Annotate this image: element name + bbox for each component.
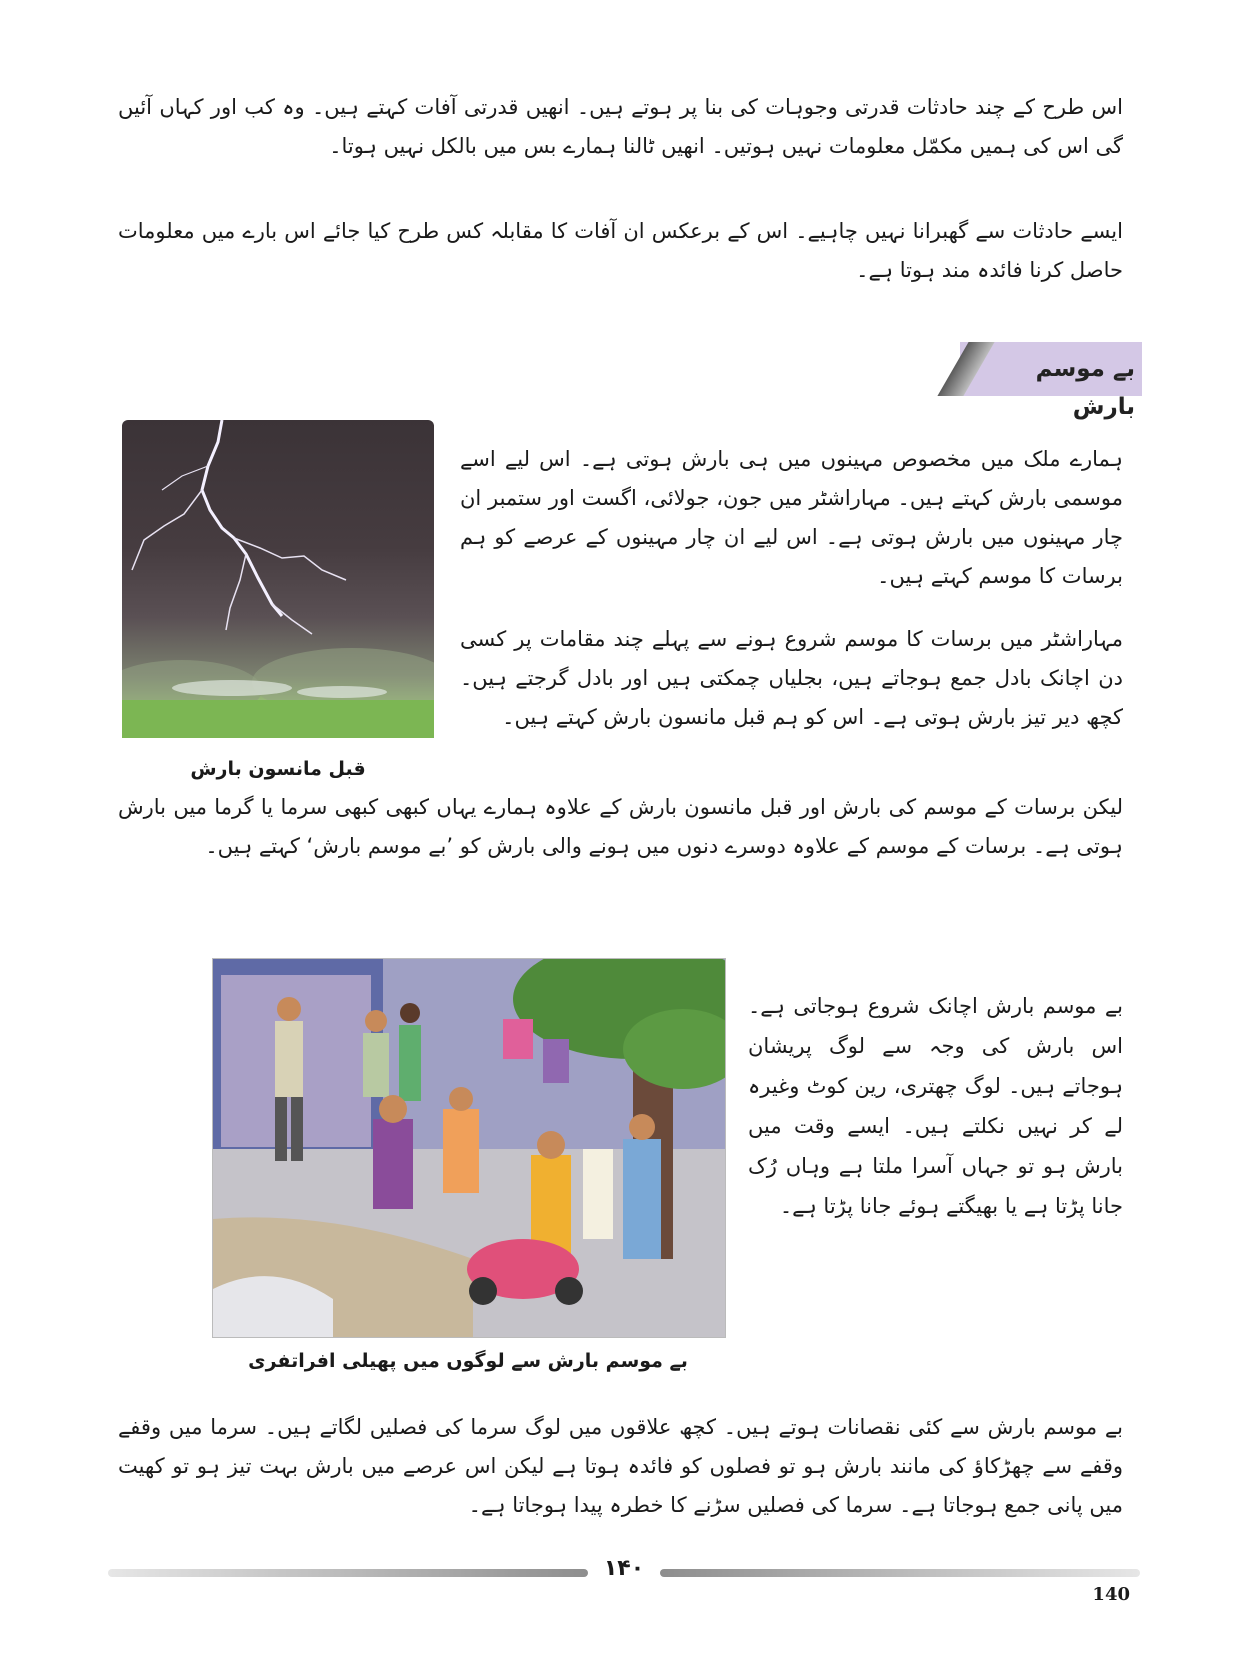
people-in-rain-illustration bbox=[213, 959, 725, 1337]
page-number: 140 bbox=[1092, 1584, 1130, 1605]
monsoon-paragraph: ہمارے ملک میں مخصوص مہینوں میں ہی بارش ہوتی ہے۔ اس لیے اسے موسمی بارش کہتے ہیں۔ مہاراشٹر میں جون، جولائی، اگست اور ستمبر ان چار مہینوں میں بارش ہوتی ہے۔ اس لیے ان چار مہینوں کے عرصے کو ہم برسات کا موسم کہتے ہیں۔ bbox=[460, 447, 1123, 588]
lightning-illustration bbox=[122, 420, 434, 738]
rain-figure-caption: بے موسم بارش سے لوگوں میں پھیلی افراتفری bbox=[248, 1350, 688, 1372]
unseasonal-rain-definition: لیکن برسات کے موسم کی بارش اور قبل مانسون بارش کے علاوہ ہمارے یہاں کبھی کبھی سرما یا گرما میں بارش ہوتی ہے۔ برسات کے موسم کے علاوہ دوسرے دنوں میں ہونے والی بارش کو ’بے موسم بارش‘ کہتے ہیں۔ bbox=[118, 795, 1123, 858]
intro-paragraph-1: اس طرح کے چند حادثات قدرتی وجوہات کی بنا پر ہوتے ہیں۔ انھیں قدرتی آفات کہتے ہیں۔ وہ کب اور کہاں آئیں گی اس کی ہمیں مکمّل معلومات نہیں ہوتیں۔ انھیں ٹالنا ہمارے بس میں بالکل نہیں ہوتا۔ bbox=[118, 95, 1123, 158]
page-number-urdu: ۱۴۰ bbox=[603, 1556, 645, 1581]
footer-rule-left bbox=[108, 1569, 588, 1577]
pre-monsoon-paragraph: مہاراشٹر میں برسات کا موسم شروع ہونے سے پہلے چند مقامات پر کسی دن اچانک بادل جمع ہوجاتے ہیں، بجلیاں چمکتی ہیں اور بادل گرجتے ہیں۔ کچھ دیر تیز بارش ہوتی ہے۔ اس کو ہم قبل مانسون بارش کہتے ہیں۔ bbox=[460, 627, 1123, 729]
storm-figure-caption: قبل مانسون بارش bbox=[190, 758, 366, 780]
unseasonal-rain-illustration bbox=[212, 958, 726, 1338]
footer-rule-right bbox=[660, 1569, 1140, 1577]
section-heading: بے موسم بارش bbox=[1035, 356, 1135, 420]
pre-monsoon-storm-illustration bbox=[122, 420, 434, 738]
unseasonal-rain-effects-paragraph: بے موسم بارش اچانک شروع ہوجاتی ہے۔ اس بارش کی وجہ سے لوگ پریشان ہوجاتے ہیں۔ لوگ چھتری، رین کوٹ وغیرہ لے کر نہیں نکلتے ہیں۔ ایسے وقت میں بارش ہو تو جہاں آسرا ملتا ہے وہاں رُک جانا پڑتا ہے یا بھیگتے ہوئے جانا پڑتا ہے۔ bbox=[748, 994, 1123, 1218]
intro-paragraph-2: ایسے حادثات سے گھبرانا نہیں چاہیے۔ اس کے برعکس ان آفات کا مقابلہ کس طرح کیا جائے اس بارے میں معلومات حاصل کرنا فائدہ مند ہوتا ہے۔ bbox=[118, 219, 1123, 282]
crop-damage-paragraph: بے موسم بارش سے کئی نقصانات ہوتے ہیں۔ کچھ علاقوں میں لوگ سرما کی فصلیں لگاتے ہیں۔ سرما میں وقفے وقفے سے چھڑکاؤ کی مانند بارش ہو تو فصلوں کو فائدہ ہوتا ہے لیکن اس عرصے میں بارش بہت تیز ہو تو کھیت میں پانی جمع ہوجاتا ہے۔ سرما کی فصلیں سڑنے کا خطرہ پیدا ہوجاتا ہے۔ bbox=[118, 1415, 1123, 1517]
